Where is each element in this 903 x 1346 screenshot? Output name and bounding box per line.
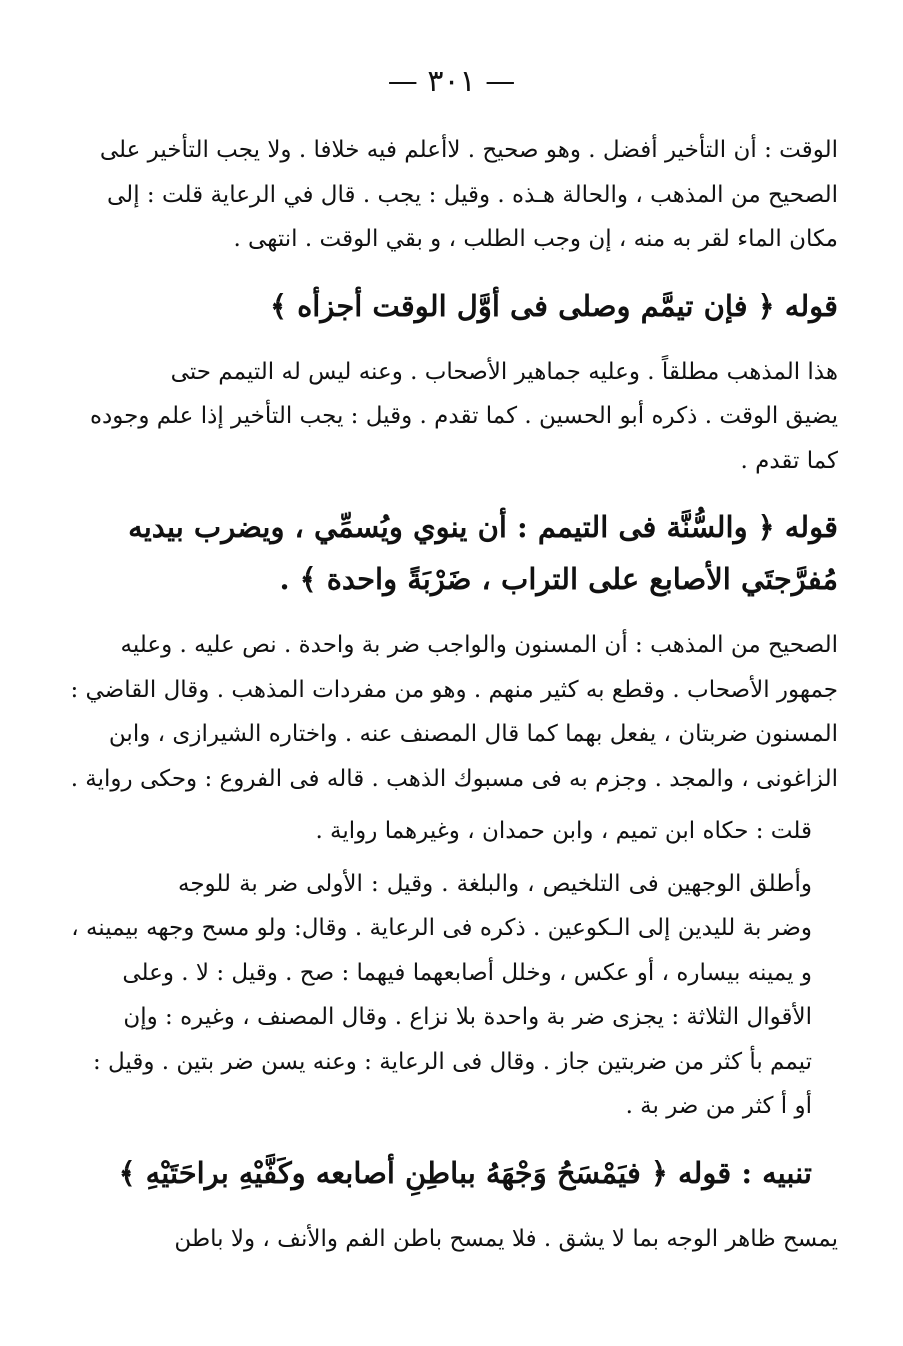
text-line: قوله ﴿ فإن تيمَّم وصلى فى أوَّل الوقت أجزأه ﴾ xyxy=(270,288,838,323)
text-line: المسنون ضربتان ، يفعل بهما كما قال المصنف عنه . واختاره الشيرازى ، وابن xyxy=(108,721,838,747)
text-line: يضيق الوقت . ذكره أبو الحسين . كما تقدم . وقيل : يجب التأخير إذا علم وجوده xyxy=(89,403,838,429)
paragraph xyxy=(99,128,838,262)
text-line: قوله ﴿ والسُّنَّة فى التيمم : أن ينوي ويُسمِّي ، ويضرب بيديه xyxy=(128,510,838,544)
text-line: الوقت : أن التأخير أفضل . وهو صحيح . لاأعلم فيه خلافا . ولا يجب التأخير على xyxy=(99,137,838,163)
paragraph xyxy=(70,623,838,801)
text-line: وضر بة لليدين إلى الـكوعين . ذكره فى الرعاية . وقال: ولو مسح وجهه بيمينه ، xyxy=(71,915,812,941)
paragraph xyxy=(71,862,838,1129)
text-line: تنبيه : قوله ﴿ فيَمْسَحُ وَجْهَهُ بباطِنِ أصابعه وكَفَّيْهِ براحَتَيْهِ ﴾ xyxy=(118,1155,812,1190)
text-line: وأطلق الوجهين فى التلخيص ، والبلغة . وقيل : الأولى ضر بة للوجه xyxy=(178,870,812,897)
text-line: مُفرَّجتَي الأصابع على التراب ، ضَرْبَةً واحدة ﴾ . xyxy=(279,562,838,596)
text-line: تيمم بأ كثر من ضربتين جاز . وقال فى الرعاية : وعنه يسن ضر بتين . وقيل : xyxy=(92,1048,812,1075)
text-line: مكان الماء لقر به منه ، إن وجب الطلب ، و بقي الوقت . انتهى . xyxy=(233,226,838,252)
text-line: هذا المذهب مطلقاً . وعليه جماهير الأصحاب . وعنه ليس له التيمم حتى xyxy=(170,358,838,385)
indented-paragraph xyxy=(178,809,838,854)
text-line: كما تقدم . xyxy=(740,447,838,474)
paragraph xyxy=(174,1217,838,1262)
quoted-heading xyxy=(128,501,838,605)
text-line: الصحيح من المذهب : أن المسنون والواجب ضر بة واحدة . نص عليه . وعليه xyxy=(120,632,838,658)
page-number: — ٣٠١ — xyxy=(387,64,516,99)
text-line: يمسح ظاهر الوجه بما لا يشق . فلا يمسح باطن الفم والأنف ، ولا باطن xyxy=(174,1225,838,1252)
quoted-heading xyxy=(118,1147,838,1199)
text-line: و يمينه بيساره ، أو عكس ، وخلل أصابعهما فيهما : صح . وقيل : لا . وعلى xyxy=(122,959,812,986)
text-line: أو أ كثر من ضر بة . xyxy=(625,1093,812,1119)
quoted-heading xyxy=(178,280,838,332)
text-line: قلت : حكاه ابن تميم ، وابن حمدان ، وغيرهما رواية . xyxy=(315,818,812,844)
text-line: الزاغونى ، والمجد . وجزم به فى مسبوك الذهب . قاله فى الفروع : وحكى رواية . xyxy=(70,765,838,792)
text-line: جمهور الأصحاب . وقطع به كثير منهم . وهو من مفردات المذهب . وقال القاضي : xyxy=(70,676,838,703)
paragraph xyxy=(89,350,838,484)
text-line: الأقوال الثلاثة : يجزى ضر بة واحدة بلا نزاع . وقال المصنف ، وغيره : وإن xyxy=(123,1004,812,1030)
body-text xyxy=(70,128,838,1261)
text-line: الصحيح من المذهب ، والحالة هـذه . وقيل : يجب . قال في الرعاية قلت : إلى xyxy=(107,181,838,208)
